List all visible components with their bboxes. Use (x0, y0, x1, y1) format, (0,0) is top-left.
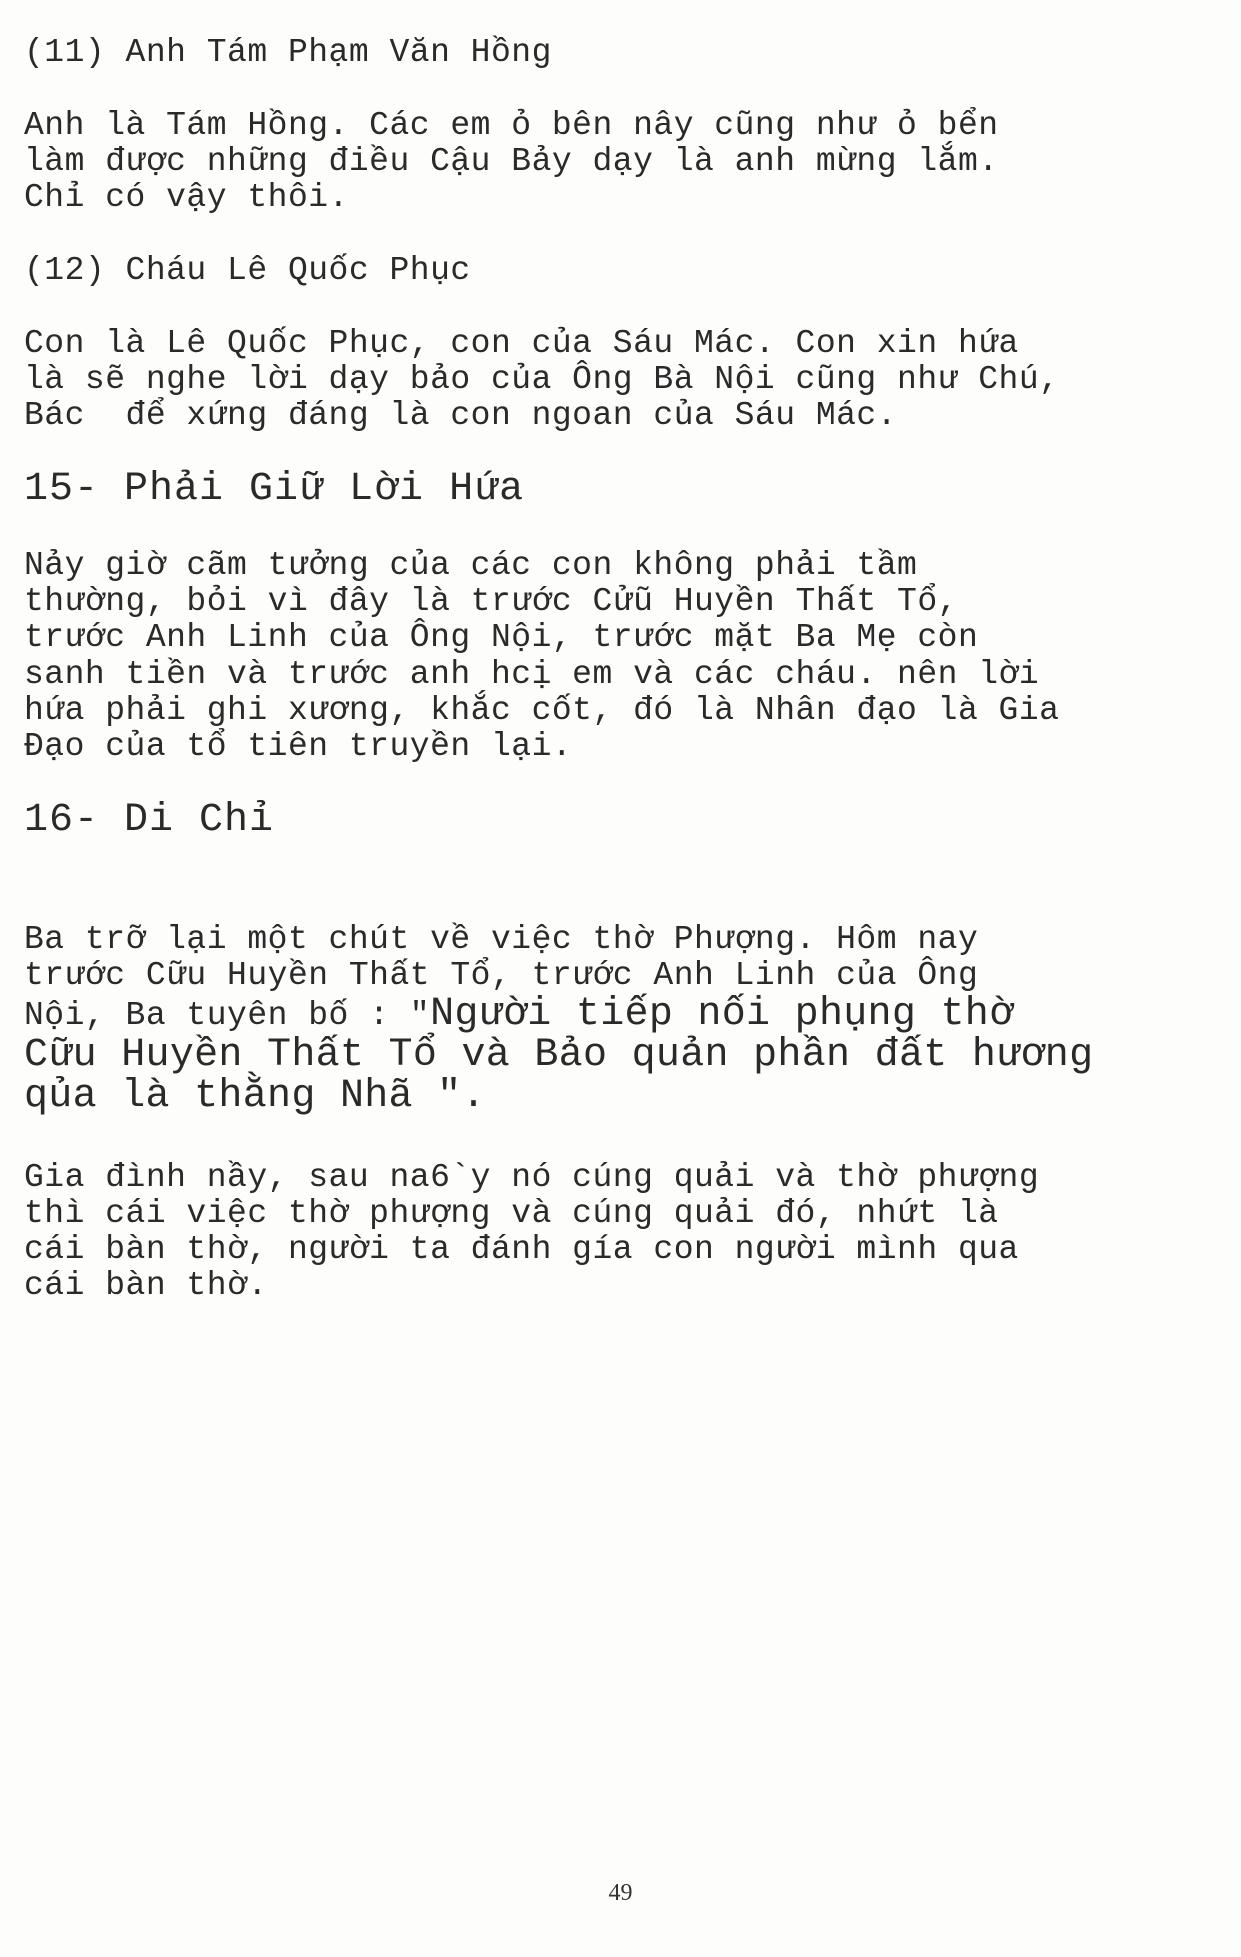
section-16-p2-line-4: cái bàn thờ. (24, 1267, 268, 1304)
entry-12-line-3: Bác để xứng đáng là con ngoan của Sáu Mác. (24, 397, 898, 434)
section-15-line-5: hứa phải ghi xương, khắc cốt, đó là Nhân đạo là Gia (24, 692, 1060, 729)
entry-12-line-1: Con là Lê Quốc Phục, con của Sáu Mác. Con xin hứa (24, 325, 1019, 362)
declaration-text: Người tiếp nối phụng thờ (430, 992, 1014, 1037)
section-16-p1-line-2: trước Cữu Huyền Thất Tổ, trước Anh Linh của Ông (24, 957, 979, 994)
section-15-line-1: Nảy giờ cãm tưởng của các con không phải tầm (24, 547, 918, 584)
entry-11-line-3: Chỉ có vậy thôi. (24, 179, 349, 216)
section-15-line-2: thường, bỏi vì đây là trước Cửũ Huyền Thất Tổ, (24, 583, 958, 620)
section-16-heading: 16- Di Chỉ (24, 798, 275, 843)
section-16-p1-line-1: Ba trỡ lại một chút về việc thờ Phượng. Hôm nay (24, 921, 979, 958)
section-15-heading: 15- Phải Giữ Lời Hứa (24, 467, 525, 512)
entry-11-title: (11) Anh Tám Phạm Văn Hồng (24, 34, 552, 71)
page-number: 49 (608, 1880, 633, 1906)
section-16-p1-line-5: qủa là thằng Nhã ". (24, 1074, 486, 1119)
section-15-line-3: trước Anh Linh của Ông Nội, trước mặt Ba Mẹ còn (24, 619, 979, 656)
entry-12-line-2: là sẽ nghe lời dạy bảo của Ông Bà Nội cũng như Chú, (24, 361, 1060, 398)
section-16-p1-line-4: Cữu Huyền Thất Tổ và Bảo quản phần đất hương (24, 1033, 1094, 1078)
section-16-p2-line-1: Gia đình nầy, sau na6`y nó cúng quải và thờ phượng (24, 1159, 1040, 1196)
section-15-line-6: Đạo của tổ tiên truyền lại. (24, 728, 573, 765)
entry-11-line-2: làm được những điều Cậu Bảy dạy là anh mừng lắm. (24, 143, 999, 180)
entry-12-title: (12) Cháu Lê Quốc Phục (24, 252, 471, 289)
section-15-line-4: sanh tiền và trước anh hcị em và các cháu. nên lời (24, 656, 1040, 693)
section-16-p2-line-3: cái bàn thờ, người ta đánh gía con người mình qua (24, 1231, 1019, 1268)
section-16-p2-line-2: thì cái việc thờ phượng và cúng quải đó, nhứt là (24, 1195, 999, 1232)
declaration-intro: Nội, Ba tuyên bố : " (24, 997, 431, 1034)
entry-11-line-1: Anh là Tám Hồng. Các em ỏ bên nây cũng như ỏ bển (24, 107, 999, 144)
section-16-p1-line-3 (24, 992, 1013, 1038)
